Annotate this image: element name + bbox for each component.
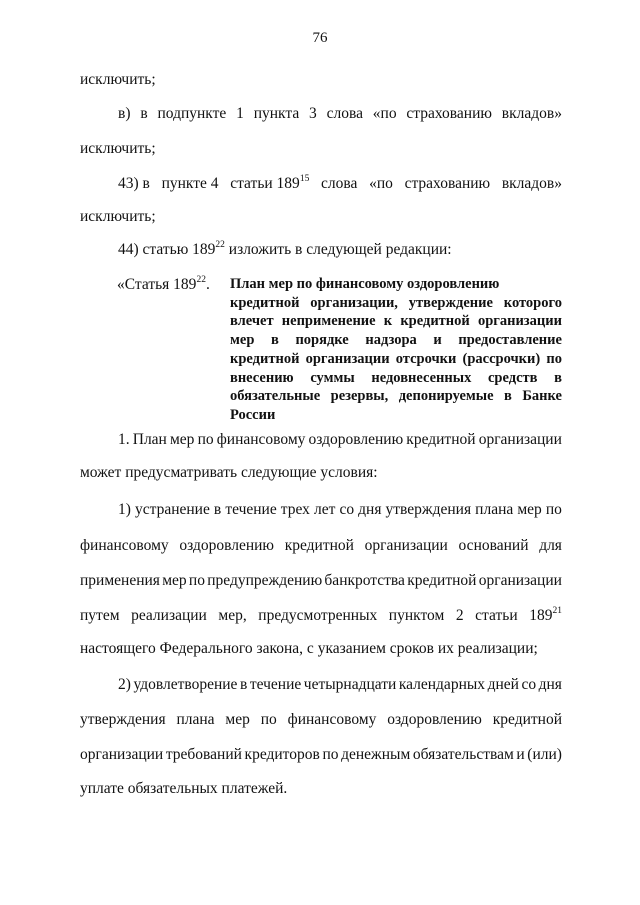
word: 3 [309,105,317,122]
title-line: внесению суммы недовнесенных средств в [230,369,562,386]
title-line: кредитной организации, утверждение которого [230,294,562,311]
text-line: может предусматривать следующие условия: [80,464,378,481]
superscript: 15 [299,173,310,184]
word: 43) в [118,175,150,192]
title-line: влечет неприменение к кредитной организации [230,313,562,330]
text-line: уплате обязательных платежей. [80,780,288,797]
word: «по [369,175,393,192]
superscript: 22 [196,274,206,285]
word: страхованию [404,175,491,192]
title-line: кредитной организации отсрочки (рассрочки) по [230,350,562,367]
word: 1 [236,105,244,122]
word: слова [326,105,363,122]
text-line [80,70,156,90]
word: пункта [253,105,300,122]
word: исключить; [80,140,156,157]
word-with-superscript: статьи $189^{15}$ [230,173,310,192]
text-line: 2) удовлетворение в течение четырнадцати календарных дней со дня [118,676,562,693]
superscript: 21 [552,605,562,616]
text-line: утверждения плана мер по финансовому оздоровлению кредитной [80,711,562,728]
title-line: обязательные резервы, депонируемые в Банке [230,388,562,405]
text-line: 1. План мер по финансовому оздоровлению кредитной организации [118,431,562,448]
text-line [80,207,156,227]
word: подпункте [157,105,227,122]
text-line: путем реализации мер, предусмотренных пунктом 2 статьи $189^{21}$ [80,605,562,624]
text-line: финансовому оздоровлению кредитной организации оснований для [80,537,562,554]
word: исключить; [80,71,156,88]
article-title [230,275,562,425]
word: «по [372,105,397,122]
title-line: План мер по финансовому оздоровлению [230,276,500,292]
word: вкладов» [501,175,562,192]
title-line: России [230,406,276,423]
word-with-superscript: $189^{21}$ [529,605,562,624]
text-line: организации требований кредиторов по денежным обязательствам и (или) [80,746,562,763]
text-line: настоящего Федерального закона, с указанием сроков их реализации; [80,640,538,657]
text-line [80,139,156,159]
word: пункте 4 [161,175,219,192]
text-line: 1) устранение в течение трех лет со дня утверждения плана мер по [118,501,562,518]
word: изложить в следующей редакции: [224,241,452,258]
article-label: «Статья $189^{22}$. [117,274,210,293]
word: исключить; [80,208,156,225]
text-line [118,240,452,260]
word: слова [321,175,358,192]
word: в) [118,105,131,122]
text-line [118,174,562,194]
text-line: применения мер по предупреждению банкротства кредитной организации [80,572,562,589]
text-line [118,104,562,124]
page-number: 76 [312,30,328,46]
superscript: 22 [215,239,225,250]
word: вкладов» [501,105,562,122]
title-line: мер в порядке надзора и предоставление [230,332,562,349]
word: в [140,105,148,122]
word: страхованию [406,105,492,122]
word: 44) статью 189 [118,241,216,258]
